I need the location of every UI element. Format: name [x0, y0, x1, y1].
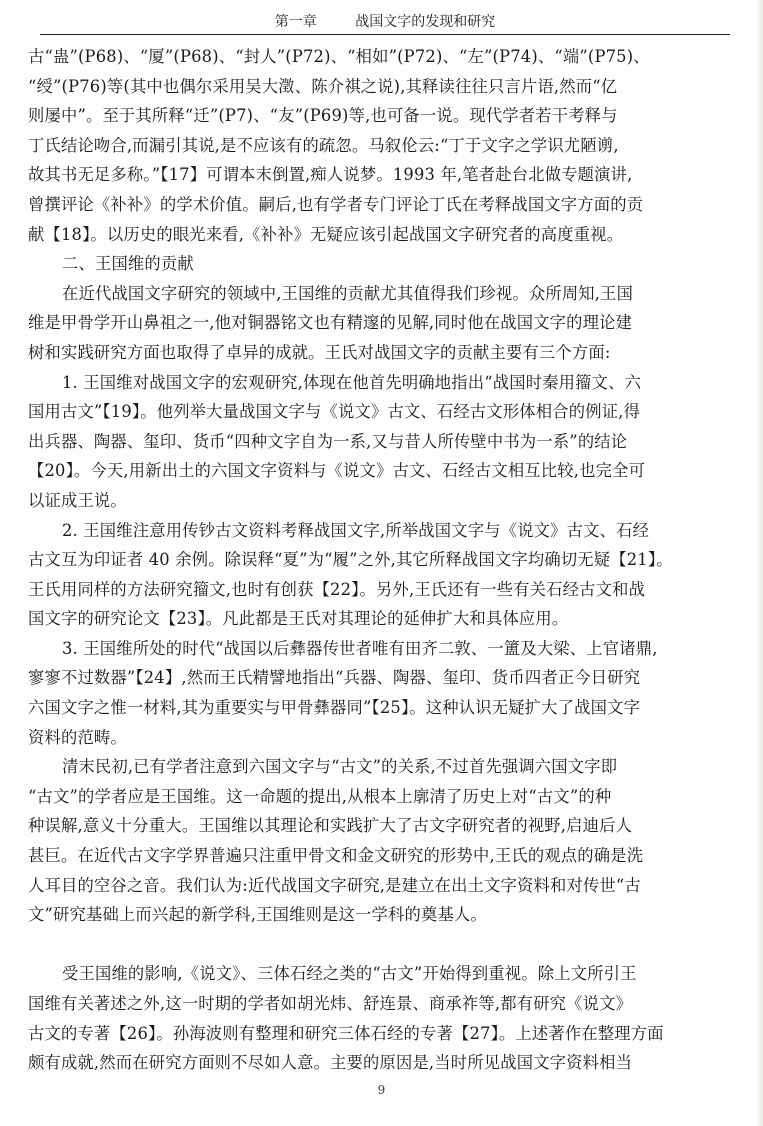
- text-line: 2. 王国维注意用传钞古文资料考释战国文字,所举战国文字与《说文》古文、石经: [62, 520, 650, 540]
- text-line: 种误解,意义十分重大。王国维以其理论和实践扩大了古文字研究者的视野,启迪后人: [28, 816, 633, 836]
- text-line: 古文互为印证者 40 余例。除误释“夏”为“履”之外,其它所释战国文字均确切无疑【21】。: [28, 550, 673, 570]
- text-line: 寥寥不过数器”【24】,然而王氏精譬地指出“兵器、陶器、玺印、货币四者正今日研究: [28, 668, 641, 688]
- text-line: 清末民初,已有学者注意到六国文字与“古文”的关系,不过首先强调六国文字即: [62, 757, 618, 777]
- text-line: 曾撰评论《补补》的学术价值。嗣后,也有学者专门评论丁氏在考释战国文字方面的贡: [28, 194, 644, 214]
- text-line: 以证成王说。: [28, 490, 127, 510]
- text-line: 国用古文”【19】。他列举大量战国文字与《说文》古文、石经古文形体相合的例证,得: [28, 402, 641, 422]
- text-line: 国文字的研究论文【23】。凡此都是王氏对其理论的延伸扩大和具体应用。: [28, 609, 569, 629]
- section-heading: 二、王国维的贡献: [62, 254, 194, 274]
- text-line: 颇有成就,然而在研究方面则不尽如人意。主要的原因是,当时所见战国文字资料相当: [28, 1053, 633, 1073]
- text-line: 人耳目的空谷之音。我们认为:近代战国文字研究,是建立在出土文字资料和对传世“古: [28, 875, 641, 895]
- text-line: 文”研究基础上而兴起的新学科,王国维则是这一学科的奠基人。: [28, 905, 487, 925]
- text-line: 在近代战国文字研究的领域中,王国维的贡献尤其值得我们珍视。众所周知,王国: [62, 283, 634, 303]
- text-line: 【20】。今天,用新出土的六国文字资料与《说文》古文、石经古文相互比较,也完全可: [28, 461, 646, 481]
- text-line: 3. 王国维所处的时代“战国以后彝器传世者唯有田齐二敦、一簠及大梁、上官诸鼎,: [62, 638, 658, 658]
- text-line: 国维有关著述之外,这一时期的学者如胡光炜、舒连景、商承祚等,都有研究《说文》: [28, 994, 633, 1013]
- body-text: [28, 42, 714, 1078]
- text-line: “古文”的学者应是王国维。这一命题的提出,从根本上廓清了历史上对“古文”的种: [28, 786, 612, 806]
- chapter-label: 第一章: [274, 14, 317, 30]
- text-line: 树和实践研究方面也取得了卓异的成就。王氏对战国文字的贡献主要有三个方面:: [28, 342, 611, 362]
- text-line: 丁氏结论吻合,而漏引其说,是不应该有的疏忽。马叙伦云:“丁于文字之学识尤陋谫,: [28, 135, 619, 155]
- text-line: 王氏用同样的方法研究籀文,也时有创获【22】。另外,王氏还有一些有关石经古文和战: [28, 579, 646, 599]
- text-line: 受王国维的影响,《说文》、三体石经之类的“古文”开始得到重视。除上文所引王: [62, 964, 637, 984]
- text-line: 古“蛊”(P68)、“厦”(P68)、“封人”(P72)、“相如”(P72)、“左”(P74)、“端”(P75)、: [28, 47, 650, 66]
- text-line: 资料的范畴。: [28, 727, 127, 747]
- text-line: 献【18】。以历史的眼光来看,《补补》无疑应该引起战国文字研究者的高度重视。: [28, 224, 624, 244]
- text-line: 故其书无足多称。”【17】可谓本末倒置,痴人说梦。1993 年,笔者赴台北做专题演讲,: [28, 165, 633, 185]
- page-number: 9: [377, 1083, 386, 1097]
- chapter-title: 战国文字的发现和研究: [355, 14, 496, 30]
- scan-edge-shadow: [757, 0, 763, 1126]
- text-line: 甚巨。在近代古文字学界普遍只注重甲骨文和金文研究的形势中,王氏的观点的确是洗: [28, 846, 644, 866]
- text-line: 则屡中”。至于其所释“迁”(P7)、“友”(P69)等,也可备一说。现代学者若干考释与: [28, 106, 618, 126]
- text-line: 1. 王国维对战国文字的宏观研究,体现在他首先明确地指出“战国时秦用籀文、六: [62, 372, 642, 392]
- text-line: “绶”(P76)等(其中也偶尔采用吴大澂、陈介祺之说),其释读往往只言片语,然而“亿: [28, 76, 618, 96]
- running-header: [40, 10, 730, 35]
- text-line: 古文的专著【26】。孙海波则有整理和研究三体石经的专著【27】。上述著作在整理方面: [28, 1023, 664, 1043]
- text-line: 出兵器、陶器、玺印、货币“四种文字自为一系,又与昔人所传壁中书为一系”的结论: [28, 431, 628, 451]
- text-line: 六国文字之惟一材料,其为重要实与甲骨彝器同”【25】。这种认识无疑扩大了战国文字: [28, 698, 641, 718]
- text-line: 维是甲骨学开山鼻祖之一,他对铜器铭文也有精邃的见解,同时他在战国文字的理论建: [28, 313, 633, 333]
